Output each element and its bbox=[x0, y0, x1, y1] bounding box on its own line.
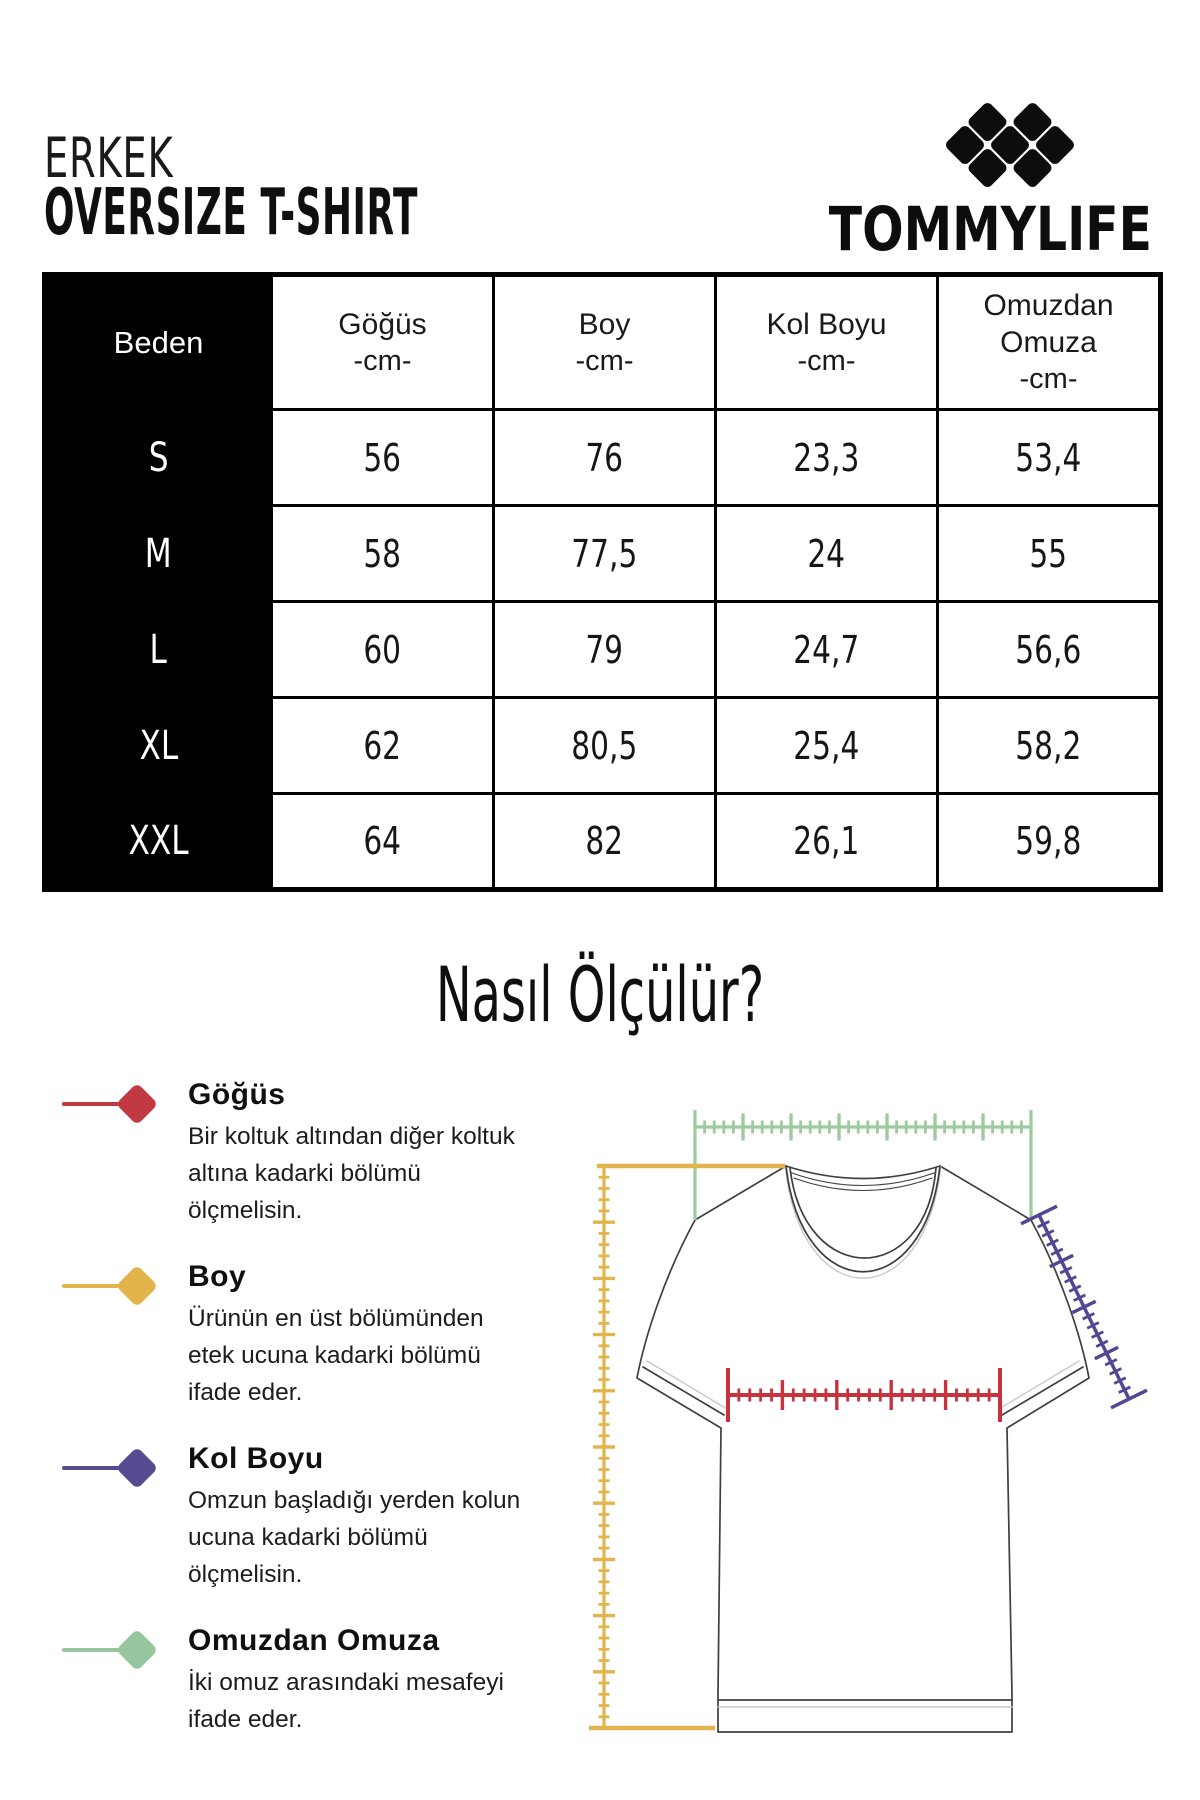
tommylife-diamonds-logo-icon bbox=[940, 98, 1080, 192]
legend-title: Omuzdan Omuza bbox=[188, 1624, 440, 1657]
measurement-legend bbox=[62, 1078, 521, 1769]
value-cell: 76 bbox=[494, 410, 716, 506]
legend-item-boy bbox=[62, 1260, 492, 1411]
legend-title: Kol Boyu bbox=[188, 1442, 324, 1475]
table-row bbox=[45, 506, 1161, 602]
table-row bbox=[45, 602, 1161, 698]
category-label: ERKEK bbox=[44, 126, 174, 190]
legend-title: Boy bbox=[188, 1260, 247, 1293]
column-header-gogus: Göğüs -cm- bbox=[272, 275, 494, 410]
value-cell: 24 bbox=[716, 506, 938, 602]
size-cell: S bbox=[45, 410, 272, 506]
value-cell: 60 bbox=[272, 602, 494, 698]
size-cell: XXL bbox=[45, 794, 272, 890]
legend-description: İki omuz arasındaki mesafeyi ifade eder. bbox=[188, 1669, 504, 1733]
value-cell: 53,4 bbox=[938, 410, 1161, 506]
column-header-boy: Boy -cm- bbox=[494, 275, 716, 410]
value-cell: 64 bbox=[272, 794, 494, 890]
table-row bbox=[45, 410, 1161, 506]
size-cell: M bbox=[45, 506, 272, 602]
value-cell: 58,2 bbox=[938, 698, 1161, 794]
size-table-header-row bbox=[45, 275, 1161, 410]
legend-description: Ürünün en üst bölümünden etek ucuna kadarki bölümü ifade eder. bbox=[188, 1305, 484, 1406]
chest-diamond-icon bbox=[62, 1082, 182, 1126]
legend-item-omuzdan-omuza bbox=[62, 1624, 504, 1738]
table-row bbox=[45, 698, 1161, 794]
value-cell: 79 bbox=[494, 602, 716, 698]
legend-item-kol-boyu bbox=[62, 1442, 521, 1593]
value-cell: 77,5 bbox=[494, 506, 716, 602]
value-cell: 25,4 bbox=[716, 698, 938, 794]
legend-description: Bir koltuk altından diğer koltuk altına kadarki bölümü ölçmelisin. bbox=[188, 1123, 515, 1224]
size-cell: L bbox=[45, 602, 272, 698]
brand-name: TOMMYLIFE bbox=[828, 194, 1152, 265]
column-header-omuzdan-omuza: Omuzdan Omuza -cm- bbox=[938, 275, 1161, 410]
value-cell: 82 bbox=[494, 794, 716, 890]
length-diamond-icon bbox=[62, 1264, 182, 1308]
how-to-measure-title: Nasıl Ölçülür? bbox=[435, 950, 765, 1039]
value-cell: 26,1 bbox=[716, 794, 938, 890]
sleeve-diamond-icon bbox=[62, 1446, 182, 1490]
value-cell: 55 bbox=[938, 506, 1161, 602]
size-table bbox=[42, 272, 1163, 892]
value-cell: 80,5 bbox=[494, 698, 716, 794]
legend-item-gogus bbox=[62, 1078, 515, 1229]
value-cell: 24,7 bbox=[716, 602, 938, 698]
value-cell: 62 bbox=[272, 698, 494, 794]
column-header-kol-boyu: Kol Boyu -cm- bbox=[716, 275, 938, 410]
column-header-beden: Beden bbox=[45, 275, 272, 410]
value-cell: 59,8 bbox=[938, 794, 1161, 890]
size-cell: XL bbox=[45, 698, 272, 794]
legend-title: Göğüs bbox=[188, 1078, 286, 1111]
value-cell: 23,3 bbox=[716, 410, 938, 506]
value-cell: 58 bbox=[272, 506, 494, 602]
legend-description: Omzun başladığı yerden kolun ucuna kadarki bölümü ölçmelisin. bbox=[188, 1487, 521, 1588]
shoulder-diamond-icon bbox=[62, 1628, 182, 1672]
table-row bbox=[45, 794, 1161, 890]
value-cell: 56 bbox=[272, 410, 494, 506]
tshirt-measurement-diagram bbox=[480, 1050, 1160, 1750]
product-title: OVERSIZE T-SHIRT bbox=[44, 176, 419, 250]
value-cell: 56,6 bbox=[938, 602, 1161, 698]
